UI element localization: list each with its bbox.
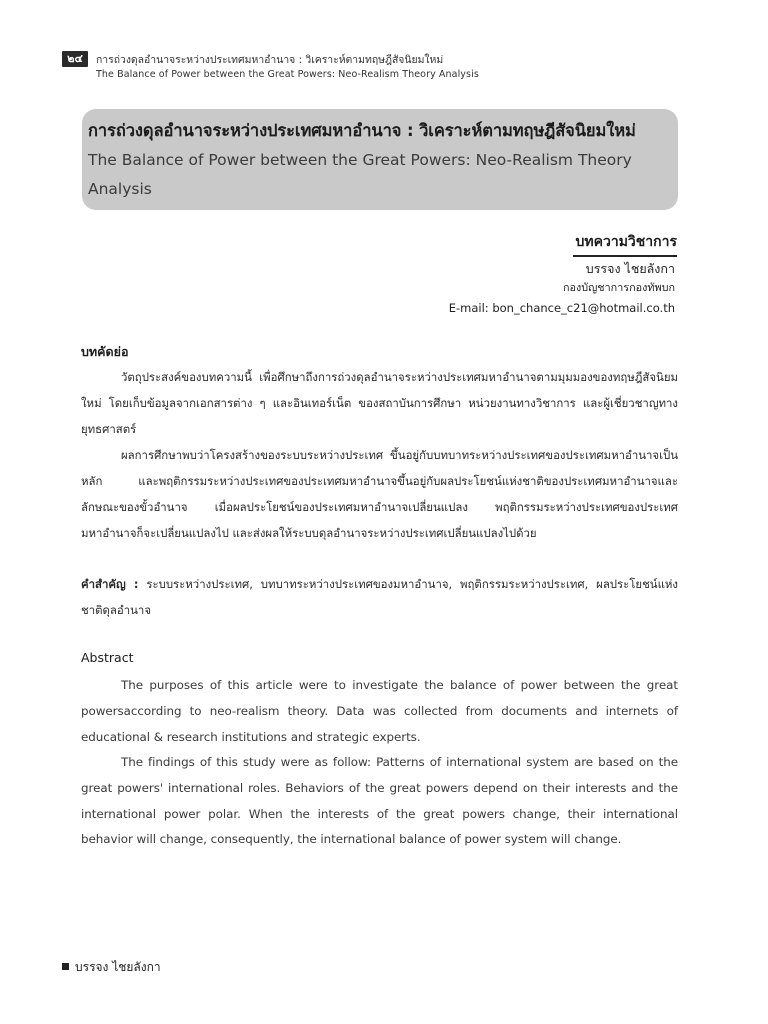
square-bullet-icon (62, 963, 69, 970)
keywords (81, 571, 678, 623)
abstract-th-paragraph (81, 442, 678, 546)
running-header-title-en: The Balance of Power between the Great Powers: Neo-Realism Theory Analysis (96, 69, 479, 80)
abstract-th-paragraph-2-text: ผลการศึกษาพบว่าโครงสร้างของระบบระหว่างประเทศ ขึ้นอยู่กับบทบาทระหว่างประเทศของประเทศมหาอำนาจเป็นหลัก และพฤติกรรมระหว่างประเทศของประเทศมหาอำนาจขึ้นอยู่กับผลประโยชน์แห่งชาติของประเทศมหาอำนาจและลักษณะของขั้วอำนาจ เมื่อผลประโยชน์ของประเทศมหาอำนาจเปลี่ยนแปลง พฤติกรรมระหว่างประเทศของประเทศมหาอำนาจก็จะเปลี่ยนแปลงไป และส่งผลให้ระบบดุลอำนาจระหว่างประเทศเปลี่ยนแปลงไปด้วย (81, 448, 678, 540)
abstract-en-paragraph (81, 673, 678, 750)
abstract-en-paragraph-2-text: The findings of this study were as follow: Patterns of international system are based on the great powers' international roles. Behaviors of the great powers depend on their interests and the international power polar. When the interests of the great powers change, their international behavior will change, consequently, the international balance of power system will change. (81, 755, 678, 847)
running-header-title-th: การถ่วงดุลอำนาจระหว่างประเทศมหาอำนาจ : วิเคราะห์ตามทฤษฎีสัจนิยมใหม่ (96, 54, 444, 66)
keywords-label: คำสำคัญ : (81, 577, 139, 591)
title-box (82, 109, 678, 210)
abstract-en-paragraph (81, 750, 678, 853)
abstract-th-paragraph-1-text: วัตถุประสงค์ของบทความนี้ เพื่อศึกษาถึงการถ่วงดุลอำนาจระหว่างประเทศมหาอำนาจตามมุมมองของทฤษฎีสัจนิยมใหม่ โดยเก็บข้อมูลจากเอกสารต่าง ๆ และอินเทอร์เน็ต ของสถาบันการศึกษา หน่วยงานทางวิชาการ และผู้เชี่ยวชาญทางยุทธศาสตร์ (81, 370, 678, 436)
footer-author: บรรจง ไชยลังกา (75, 960, 161, 974)
abstract-th-heading: บทคัดย่อ (81, 344, 129, 359)
article-title-th: การถ่วงดุลอำนาจระหว่างประเทศมหาอำนาจ : วิเคราะห์ตามทฤษฎีสัจนิยมใหม่ (88, 121, 636, 140)
keywords-text: ระบบระหว่างประเทศ, บทบาทระหว่างประเทศของมหาอำนาจ, พฤติกรรมระหว่างประเทศ, ผลประโยชน์แห่งชาติดุลอำนาจ (81, 577, 678, 617)
abstract-th-paragraph (81, 364, 678, 442)
article-title-en: The Balance of Power between the Great Powers: Neo-Realism Theory Analysis (88, 151, 632, 198)
abstract-en-paragraph-1-text: The purposes of this article were to investigate the balance of power between the great powersaccording to neo-realism theory. Data was collected from documents and internets of educational & research institutions and strategic experts. (81, 678, 678, 744)
page-number-badge: ๒๔ (62, 51, 88, 67)
footer (62, 958, 161, 977)
author-affiliation: กองบัญชาการกองทัพบก (562, 281, 675, 294)
author-email: E-mail: bon_chance_c21@hotmail.co.th (448, 301, 675, 315)
author-name: บรรจง ไชยลังกา (585, 261, 675, 276)
article-type-label: บทความวิชาการ (573, 231, 677, 257)
abstract-en-heading: Abstract (81, 650, 134, 665)
